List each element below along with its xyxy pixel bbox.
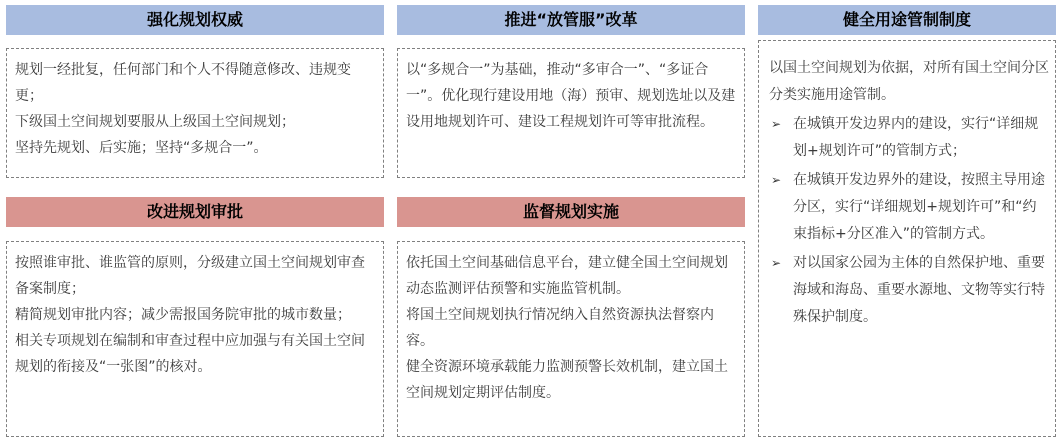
control-bullet-1: [769, 111, 1049, 165]
reform-line-1: 以“多规合一”为基础，推动“多审合一”、“多证合一”。优化现行建设用地（海）预审、规划选址以及建设用地规划许可、建设工程规划许可等审批流程。: [406, 62, 736, 130]
arrow-right-icon: ➢: [771, 173, 782, 187]
reform-panel: [397, 48, 745, 178]
strengthen-line-3: 坚持先规划、后实施；坚持“多规合一”。: [15, 140, 268, 156]
control-bullet-3-text: 对以国家公园为主体的自然保护地、重要海域和海岛、重要水源地、文物等实行特殊保护制度。: [793, 255, 1045, 325]
strengthen-panel: [6, 48, 384, 178]
control-bullet-3: [769, 250, 1049, 331]
control-bullet-2-text: 在城镇开发边界外的建设，按照主导用途分区，实行“详细规划+规划许可”和“约束指标+分区准入”的管制方式。: [793, 172, 1045, 242]
supervise-title: 监督规划实施: [397, 197, 745, 227]
control-panel: [758, 40, 1056, 437]
supervise-line-3: 健全资源环境承载能力监测预警长效机制，建立国土空间规划定期评估制度。: [406, 359, 728, 401]
arrow-right-icon: ➢: [771, 117, 782, 131]
strengthen-line-1: 规划一经批复，任何部门和个人不得随意修改、违规变更；: [15, 62, 351, 104]
strengthen-title: 强化规划权威: [6, 5, 384, 35]
control-bullet-2: [769, 167, 1049, 248]
approval-title: 改进规划审批: [6, 197, 384, 227]
approval-panel: [6, 241, 384, 437]
supervise-line-2: 将国土空间规划执行情况纳入自然资源执法督察内容。: [406, 307, 714, 349]
reform-title: 推进“放管服”改革: [397, 5, 745, 35]
arrow-right-icon: ➢: [771, 256, 782, 270]
approval-line-1: 按照谁审批、谁监管的原则，分级建立国土空间规划审查备案制度；: [15, 255, 365, 297]
control-intro: 以国土空间规划为依据，对所有国土空间分区分类实施用途管制。: [769, 60, 1049, 103]
supervise-line-1: 依托国土空间基础信息平台，建立健全国土空间规划动态监测评估预警和实施监管机制。: [406, 255, 728, 297]
approval-line-2: 精简规划审批内容；减少需报国务院审批的城市数量；: [15, 307, 351, 323]
approval-line-3: 相关专项规划在编制和审查过程中应加强与有关国土空间规划的衔接及“一张图”的核对。: [15, 333, 365, 375]
control-bullet-1-text: 在城镇开发边界内的建设，实行“详细规划+规划许可”的管制方式；: [793, 116, 1039, 159]
strengthen-line-2: 下级国土空间规划要服从上级国土空间规划；: [15, 114, 295, 130]
control-title: 健全用途管制制度: [758, 5, 1056, 35]
supervise-panel: [397, 241, 745, 437]
